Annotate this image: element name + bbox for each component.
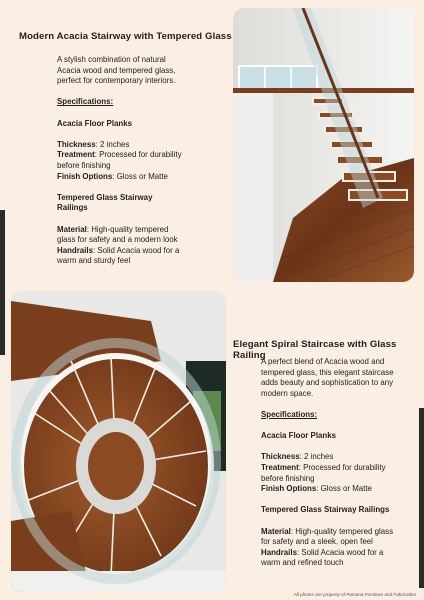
material-label: Material: [57, 224, 87, 234]
section2-thickness: [261, 452, 397, 463]
material-value: : High-quality tempered glass for safety and a sleek, open feel: [261, 526, 394, 547]
handrails-value: : Solid Acacia wood for a warm and refined touch: [261, 547, 384, 568]
thickness-value: : 2 inches: [299, 452, 334, 462]
handrails-label: Handrails: [261, 547, 297, 557]
section1-floor-heading: Acacia Floor Planks: [57, 118, 132, 128]
section2-title: Elegant Spiral Staircase with Glass Railing: [233, 339, 397, 361]
section2-finish: [261, 484, 397, 495]
handrails-label: Handrails: [57, 245, 93, 255]
treatment-value: : Processed for durability before finishing: [57, 150, 182, 170]
section2-glass-heading: Tempered Glass Stairway Railings: [261, 505, 390, 515]
section2-material: [261, 527, 397, 548]
material-label: Material: [261, 526, 291, 536]
treatment-label: Treatment: [261, 462, 299, 472]
section2-spec-heading: Specifications:: [261, 409, 318, 419]
finish-value: : Gloss or Matte: [112, 171, 168, 181]
section2-body: [261, 357, 397, 569]
thickness-label: Thickness: [261, 452, 300, 462]
section1-body: [57, 55, 185, 267]
section2-floor-heading: Acacia Floor Planks: [261, 431, 336, 441]
section1-spec-heading: Specifications:: [57, 97, 114, 107]
spiral-staircase-photo: [11, 291, 226, 592]
treatment-label: Treatment: [57, 150, 95, 160]
section1-intro: A stylish combination of natural Acacia wood and tempered glass, perfect for contemporary interiors.: [57, 55, 176, 86]
left-edge-bar: [0, 210, 5, 355]
section2-intro: A perfect blend of Acacia wood and tempered glass, this elegant staircase adds beauty and sophistication to any modern space.: [261, 357, 394, 398]
thickness-label: Thickness: [57, 139, 96, 149]
section1-treatment: [57, 150, 185, 171]
stairway-photo: [233, 8, 414, 282]
thickness-value: : 2 inches: [95, 139, 130, 149]
finish-label: Finish Options: [57, 171, 113, 181]
photo-credit: All photos are property of Pamana Furniture and Fabrication: [293, 592, 416, 597]
section1-thickness: [57, 140, 185, 151]
treatment-value: : Processed for durability before finishing: [261, 462, 386, 483]
finish-value: : Gloss or Matte: [316, 484, 372, 494]
section1-finish: [57, 172, 185, 183]
section1-title: Modern Acacia Stairway with Tempered Glass: [19, 31, 232, 42]
material-value: : High-quality tempered glass for safety and a modern look: [57, 224, 178, 245]
handrails-value: : Solid Acacia wood for a warm and sturdy feel: [57, 245, 180, 266]
right-edge-bar: [419, 408, 424, 588]
section1-material: [57, 225, 185, 246]
section1-glass-heading: Tempered Glass Stairway Railings: [57, 192, 153, 213]
section2-treatment: [261, 463, 397, 484]
finish-label: Finish Options: [261, 484, 317, 494]
section2-handrails: [261, 548, 397, 569]
section1-handrails: [57, 246, 185, 267]
